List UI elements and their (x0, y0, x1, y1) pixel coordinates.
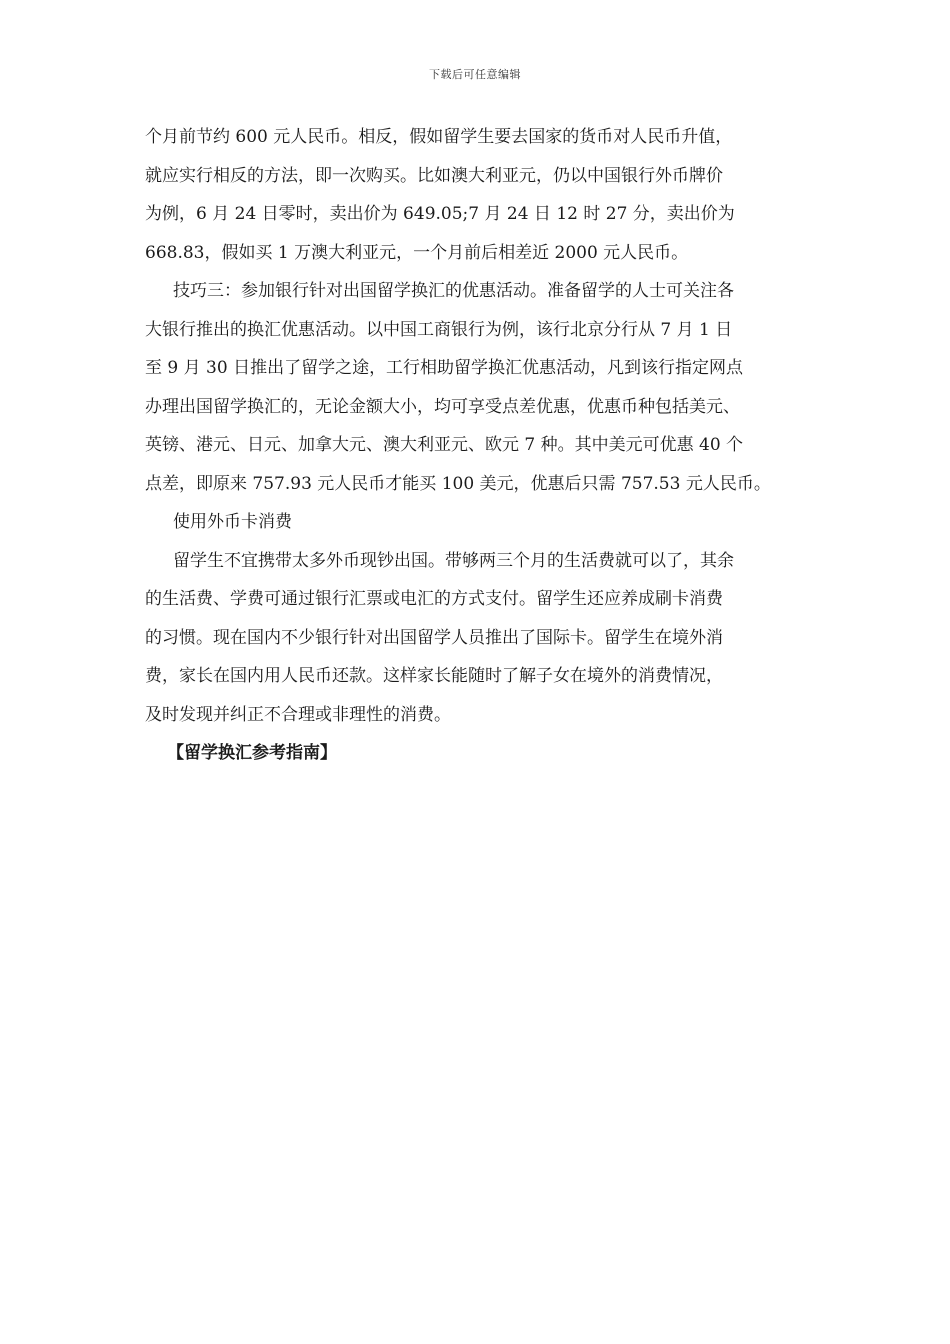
text-line: 及时发现并纠正不合理或非理性的消费。 (145, 704, 451, 725)
text-line: 点差，即原来 757.93 元人民币才能买 100 美元，优惠后只需 757.53 元人民币。 (145, 473, 771, 494)
text-line: 为例，6 月 24 日零时，卖出价为 649.05;7 月 24 日 12 时 27 分，卖出价为 (145, 204, 735, 224)
text-line: 技巧三：参加银行针对出国留学换汇的优惠活动。准备留学的人士可关注各 (173, 281, 734, 301)
section-heading: 使用外币卡消费 (173, 512, 292, 532)
text-line: 668.83，假如买 1 万澳大利亚元，一个月前后相差近 2000 元人民币。 (145, 242, 689, 263)
paragraph-tip-three (145, 272, 820, 503)
text-line: 费，家长在国内用人民币还款。这样家长能随时了解子女在境外的消费情况， (145, 666, 723, 686)
paragraph-currency-strategy (145, 118, 820, 272)
document-body (145, 118, 820, 773)
text-line: 留学生不宜携带太多外币现钞出国。带够两三个月的生活费就可以了，其余 (173, 550, 734, 571)
text-line: 英镑、港元、日元、加拿大元、澳大利亚元、欧元 7 种。其中美元可优惠 40 个 (145, 435, 744, 455)
text-line: 大银行推出的换汇优惠活动。以中国工商银行为例，该行北京分行从 7 月 1 日 (145, 319, 733, 340)
guide-title: 【留学换汇参考指南】 (167, 743, 337, 763)
text-line: 至 9 月 30 日推出了留学之途，工行相助留学换汇优惠活动，凡到该行指定网点 (145, 358, 744, 378)
page-header-note: 下载后可任意编辑 (429, 68, 521, 81)
text-line: 个月前节约 600 元人民币。相反，假如留学生要去国家的货币对人民币升值， (145, 127, 733, 147)
text-line: 的习惯。现在国内不少银行针对出国留学人员推出了国际卡。留学生在境外消 (145, 627, 723, 648)
paragraph-foreign-card (145, 542, 820, 735)
text-line: 办理出国留学换汇的，无论金额大小，均可享受点差优惠，优惠币种包括美元、 (145, 396, 740, 417)
text-line: 就应实行相反的方法，即一次购买。比如澳大利亚元，仍以中国银行外币牌价 (145, 165, 723, 186)
text-line: 的生活费、学费可通过银行汇票或电汇的方式支付。留学生还应养成刷卡消费 (145, 589, 723, 609)
